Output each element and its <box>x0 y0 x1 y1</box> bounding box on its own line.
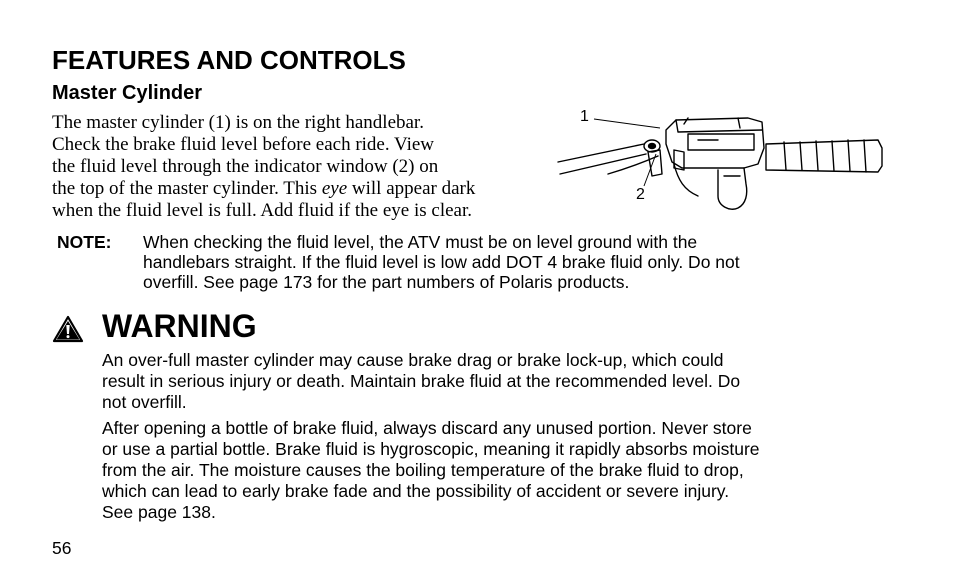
warning-heading: WARNING <box>102 308 257 344</box>
page-number: 56 <box>52 538 72 558</box>
intro-paragraph <box>52 112 475 222</box>
callout-2-label: 2 <box>636 186 645 203</box>
warning-line: from the air. The moisture causes the boiling temperature of the brake fluid to drop, <box>102 460 744 480</box>
note-line: When checking the fluid level, the ATV must be on level ground with the <box>143 232 698 252</box>
callout-1-label: 1 <box>580 108 589 125</box>
warning-line: which can lead to early brake fade and the possibility of accident or severe injury. <box>102 481 730 501</box>
intro-line: Check the brake fluid level before each ride. View <box>52 134 435 155</box>
intro-line: The master cylinder (1) is on the right handlebar. <box>52 112 424 133</box>
intro-emphasis: eye <box>321 178 348 199</box>
intro-line: when the fluid level is full. Add fluid if the eye is clear. <box>52 200 473 221</box>
warning-paragraph <box>102 418 760 523</box>
note-line: handlebars straight. If the fluid level is low add DOT 4 brake fluid only. Do not <box>143 252 740 272</box>
section-title: FEATURES AND CONTROLS <box>52 45 406 75</box>
warning-triangle-icon <box>52 315 84 343</box>
handlebar-drawing <box>548 104 888 240</box>
intro-line: the fluid level through the indicator window (2) on <box>52 156 439 177</box>
warning-line: or use a partial bottle. Brake fluid is hygroscopic, meaning it rapidly absorbs moisture <box>102 439 760 459</box>
warning-paragraph <box>102 350 740 413</box>
warning-line: not overfill. <box>102 392 187 412</box>
warning-line: An over-full master cylinder may cause brake drag or brake lock-up, which could <box>102 350 724 370</box>
intro-line <box>52 178 475 200</box>
subsection-title: Master Cylinder <box>52 82 203 104</box>
warning-line: See page 138. <box>102 502 216 522</box>
master-cylinder-illustration <box>548 104 888 240</box>
intro-text: the top of the master cylinder. This <box>52 178 322 199</box>
warning-line: After opening a bottle of brake fluid, always discard any unused portion. Never store <box>102 418 752 438</box>
intro-text: will appear dark <box>347 178 476 199</box>
note-line: overfill. See page 173 for the part numbers of Polaris products. <box>143 272 630 292</box>
warning-line: result in serious injury or death. Maintain brake fluid at the recommended level. Do <box>102 371 741 391</box>
callout-1-leader <box>594 119 660 128</box>
note-text <box>143 232 740 292</box>
note-label: NOTE: <box>57 232 112 252</box>
